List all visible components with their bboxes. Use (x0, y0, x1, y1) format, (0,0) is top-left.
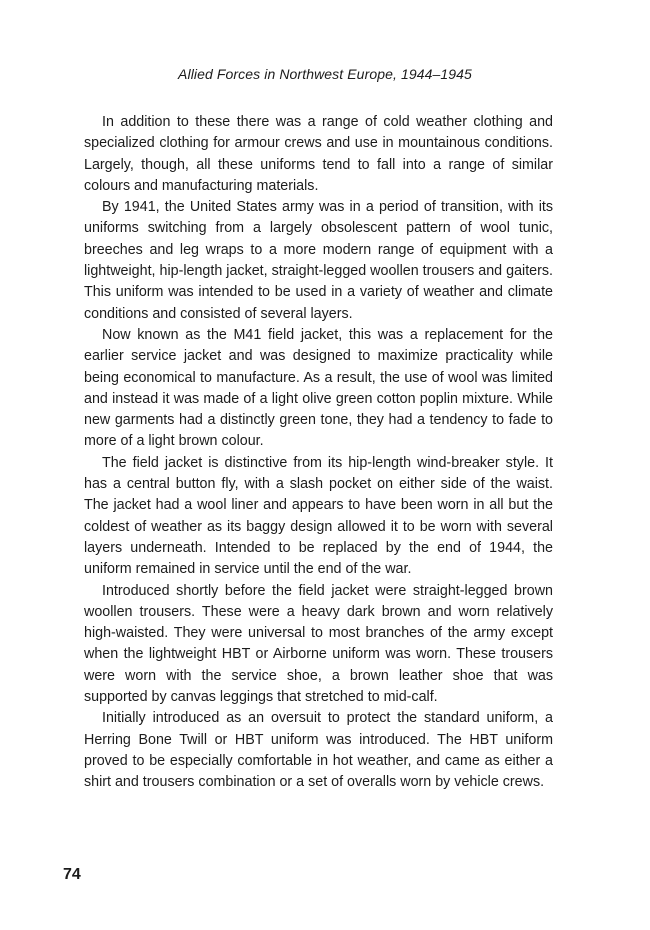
paragraph: Introduced shortly before the field jacket were straight-legged brown woollen trousers. These were a heavy dark brown and worn relatively high-waisted. They were universal to most branches of the army except when the lightweight HBT or Airborne uniform was worn. These trousers were worn with the service shoe, a brown leather shoe that was supported by canvas leggings that stretched to mid-calf. (84, 582, 553, 706)
paragraph: Now known as the M41 field jacket, this was a replacement for the earlier service jacket and was designed to maximize practicality while being economical to manufacture. As a result, the use of wool was limited and instead it was made of a light olive green cotton poplin mixture. While new garments had a distinctly green tone, they had a tendency to fade to more of a light brown colour. (84, 326, 553, 450)
paragraph: In addition to these there was a range of cold weather clothing and specialized clothing for armour crews and use in mountainous conditions. Largely, though, all these uniforms tend to fall into a range of similar colours and manufacturing materials. (84, 114, 553, 194)
page-number: 74 (63, 866, 81, 883)
body-text (84, 112, 553, 794)
running-header: Allied Forces in Northwest Europe, 1944–1945 (178, 66, 472, 82)
paragraph: By 1941, the United States army was in a period of transition, with its uniforms switching from a largely obsolescent pattern of wool tunic, breeches and leg wraps to a more modern range of equipment with a lightweight, hip-length jacket, straight-legged woollen trousers and gaiters. This uniform was intended to be used in a variety of weather and climate conditions and consisted of several layers. (84, 199, 553, 322)
paragraph: The field jacket is distinctive from its hip-length wind-breaker style. It has a central button fly, with a slash pocket on either side of the waist. The jacket had a wool liner and appears to have been worn in all but the coldest of weather as its baggy design allowed it to be worn with several layers underneath. Intended to be replaced by the end of 1944, the uniform remained in service until the end of the war. (84, 454, 553, 578)
paragraph: Initially introduced as an oversuit to protect the standard uniform, a Herring Bone Twill or HBT uniform was introduced. The HBT uniform proved to be especially comfortable in hot weather, and came as either a shirt and trousers combination or a set of overalls worn by vehicle crews. (84, 710, 553, 791)
